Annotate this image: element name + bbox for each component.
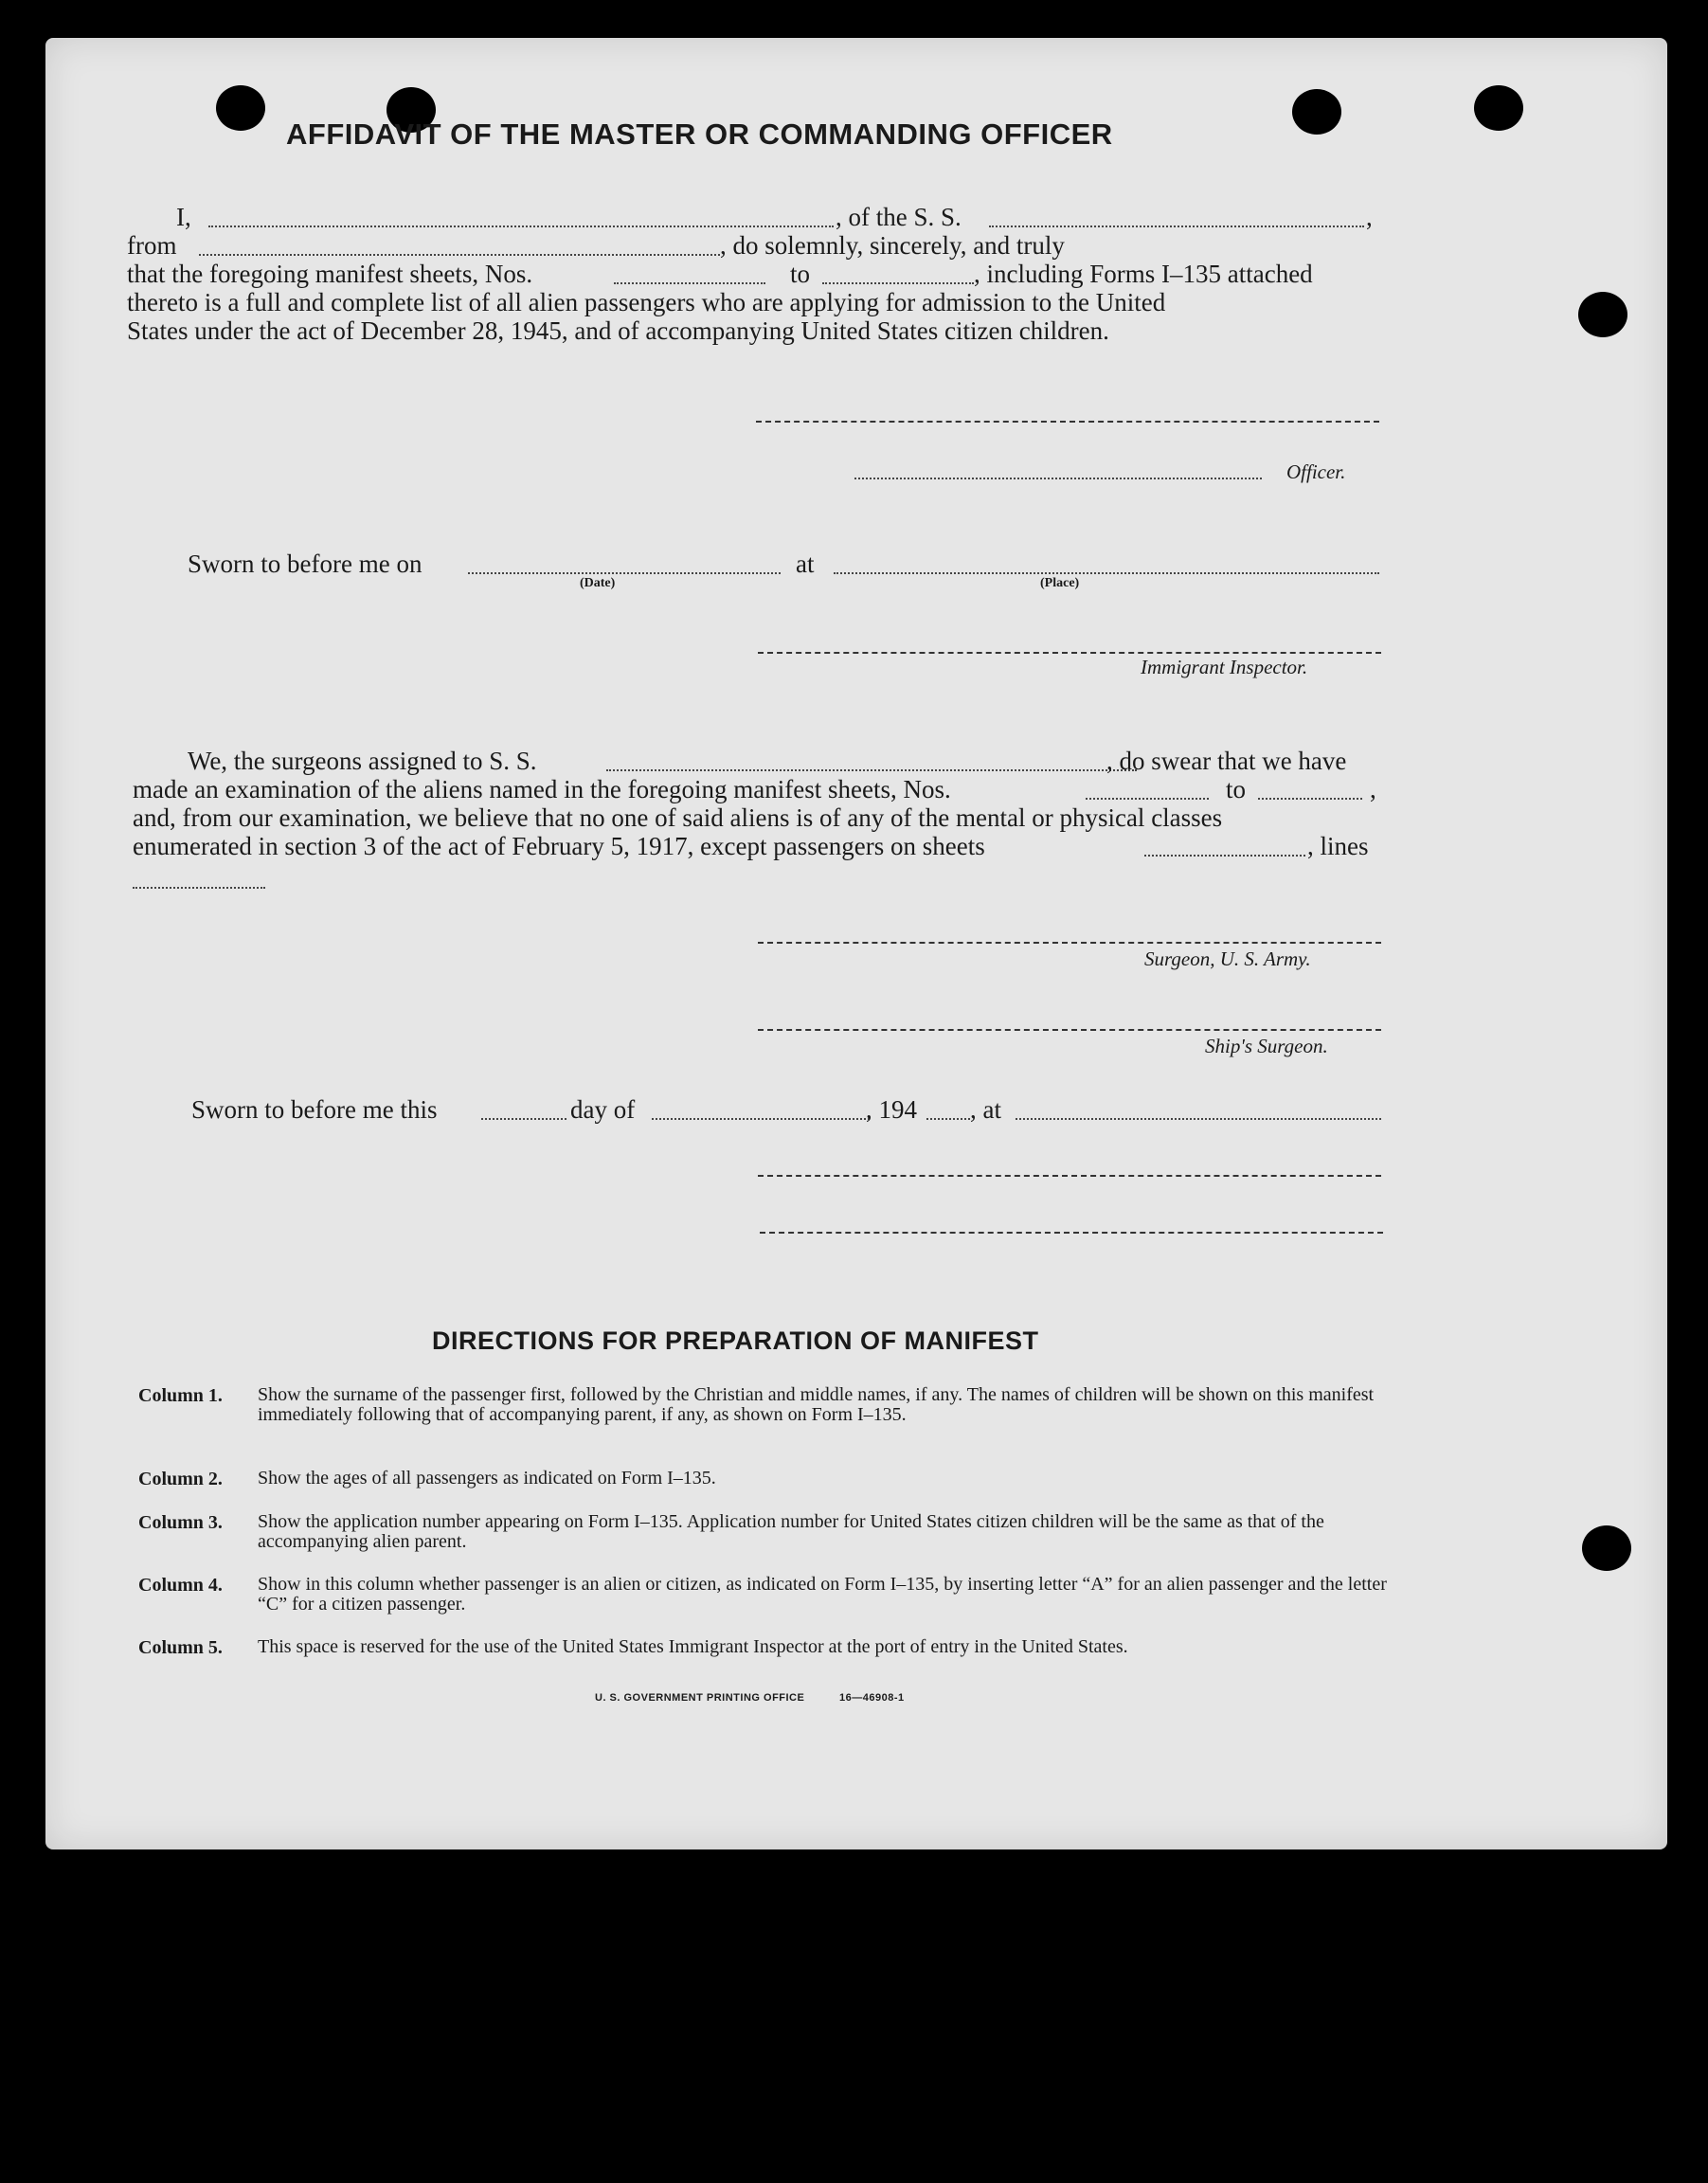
sworn2-signature-line-2[interactable] (760, 1232, 1383, 1234)
date-caption: (Date) (580, 576, 616, 590)
ship-surgeon-label: Ship's Surgeon. (1205, 1035, 1328, 1057)
from-port-field[interactable] (199, 254, 720, 256)
column-5-text: This space is reserved for the use of the United States Immigrant Inspector at the port of entry in the United States. (258, 1636, 1128, 1657)
sworn-at-field[interactable] (1016, 1118, 1381, 1120)
army-surgeon-label: Surgeon, U. S. Army. (1144, 947, 1311, 970)
inspector-label: Immigrant Inspector. (1141, 656, 1308, 678)
sworn2-text: Sworn to before me this (191, 1095, 438, 1124)
affidavit-line3-to: to (790, 260, 811, 288)
affidavit-line1-ship: , of the S. S. (836, 203, 962, 231)
printer-imprint: U. S. GOVERNMENT PRINTING OFFICE (595, 1692, 805, 1704)
sworn2-day-of: day of (570, 1095, 636, 1124)
sheets-from-field[interactable] (614, 282, 765, 284)
document-page (45, 38, 1667, 1849)
inspector-signature-line[interactable] (758, 652, 1381, 654)
sworn1-text: Sworn to before me on (188, 550, 423, 578)
column-1-label: Column 1. (138, 1385, 223, 1406)
ship-surgeon-signature-line[interactable] (758, 1029, 1381, 1031)
sworn2-at: , at (970, 1095, 1001, 1124)
sworn-date-field[interactable] (468, 572, 781, 574)
surgeons-line2-prefix: made an examination of the aliens named in the foregoing manifest sheets, Nos. (133, 775, 951, 803)
column-2-text: Show the ages of all passengers as indicated on Form I–135. (258, 1468, 716, 1488)
army-surgeon-signature-line[interactable] (758, 942, 1381, 944)
punch-hole (1292, 89, 1341, 135)
surgeons-ship-field[interactable] (606, 769, 1137, 771)
affidavit-line4: thereto is a full and complete list of all alien passengers who are applying for admission to the United (127, 288, 1166, 316)
surgeons-line1-prefix: We, the surgeons assigned to S. S. (188, 747, 537, 775)
column-3-label: Column 3. (138, 1512, 223, 1533)
column-3-text: Show the application number appearing on Form I–135. Application number for United States citizen children will be the same as that of the accompanying alien parent. (258, 1511, 1324, 1552)
officer-label: Officer. (1286, 460, 1346, 483)
affidavit-line3-text: , including Forms I–135 attached (974, 260, 1313, 288)
form-code: 16—46908-1 (839, 1692, 905, 1704)
sworn-month-field[interactable] (652, 1118, 870, 1120)
punch-hole (1582, 1525, 1631, 1571)
sworn2-signature-line-1[interactable] (758, 1175, 1381, 1177)
lines-field[interactable] (133, 887, 265, 889)
except-sheets-field[interactable] (1144, 855, 1305, 857)
master-name-field[interactable] (208, 226, 834, 227)
affidavit-line1-end: , (1366, 203, 1373, 231)
punch-hole (1474, 85, 1523, 131)
column-2-label: Column 2. (138, 1469, 223, 1489)
officer-signature-line-2[interactable] (854, 478, 1262, 479)
surgeons-line4-lines: , lines (1307, 832, 1369, 860)
surgeons-line2-end: , (1370, 775, 1376, 803)
affidavit-line2-text: , do solemnly, sincerely, and truly (720, 231, 1065, 260)
affidavit-line3-prefix: that the foregoing manifest sheets, Nos. (127, 260, 533, 288)
affidavit-line1-prefix: I, (176, 203, 191, 231)
affidavit-line5: States under the act of December 28, 1945, and of accompanying United States citizen children. (127, 316, 1109, 345)
sworn-day-field[interactable] (481, 1118, 566, 1120)
surgeons-line1-text: , do swear that we have (1106, 747, 1347, 775)
sworn1-at: at (796, 550, 815, 578)
affidavit-title: AFFIDAVIT OF THE MASTER OR COMMANDING OFFICER (286, 117, 1113, 151)
affidavit-line2-prefix: from (127, 231, 177, 260)
directions-title: DIRECTIONS FOR PREPARATION OF MANIFEST (432, 1326, 1039, 1355)
ship-name-field[interactable] (989, 226, 1364, 227)
column-4-text: Show in this column whether passenger is an alien or citizen, as indicated on Form I–135, by inserting letter “A” for an alien passenger and the letter “C” for a citizen passenger. (258, 1574, 1387, 1615)
sworn-year-field[interactable] (926, 1118, 970, 1120)
column-1-text: Show the surname of the passenger first, followed by the Christian and middle names, if any. The names of children will be shown on this manifest immediately following that of accompanying parent, if any, as shown on Form I–135. (258, 1384, 1375, 1425)
surgeons-line4-prefix: enumerated in section 3 of the act of February 5, 1917, except passengers on sheets (133, 832, 985, 860)
sheets-to-field[interactable] (822, 282, 974, 284)
column-5-label: Column 5. (138, 1637, 223, 1658)
place-caption: (Place) (1040, 576, 1080, 590)
surgeons-sheets-from-field[interactable] (1086, 798, 1209, 800)
surgeons-sheets-to-field[interactable] (1258, 798, 1362, 800)
sworn2-year: , 194 (866, 1095, 917, 1124)
punch-hole (1578, 292, 1627, 337)
officer-signature-line-1[interactable] (756, 421, 1379, 423)
punch-hole (216, 85, 265, 131)
surgeons-line2-to: to (1226, 775, 1247, 803)
surgeons-line3: and, from our examination, we believe that no one of said aliens is of any of the mental or physical classes (133, 803, 1223, 832)
sworn-place-field[interactable] (834, 572, 1379, 574)
column-4-label: Column 4. (138, 1575, 223, 1596)
